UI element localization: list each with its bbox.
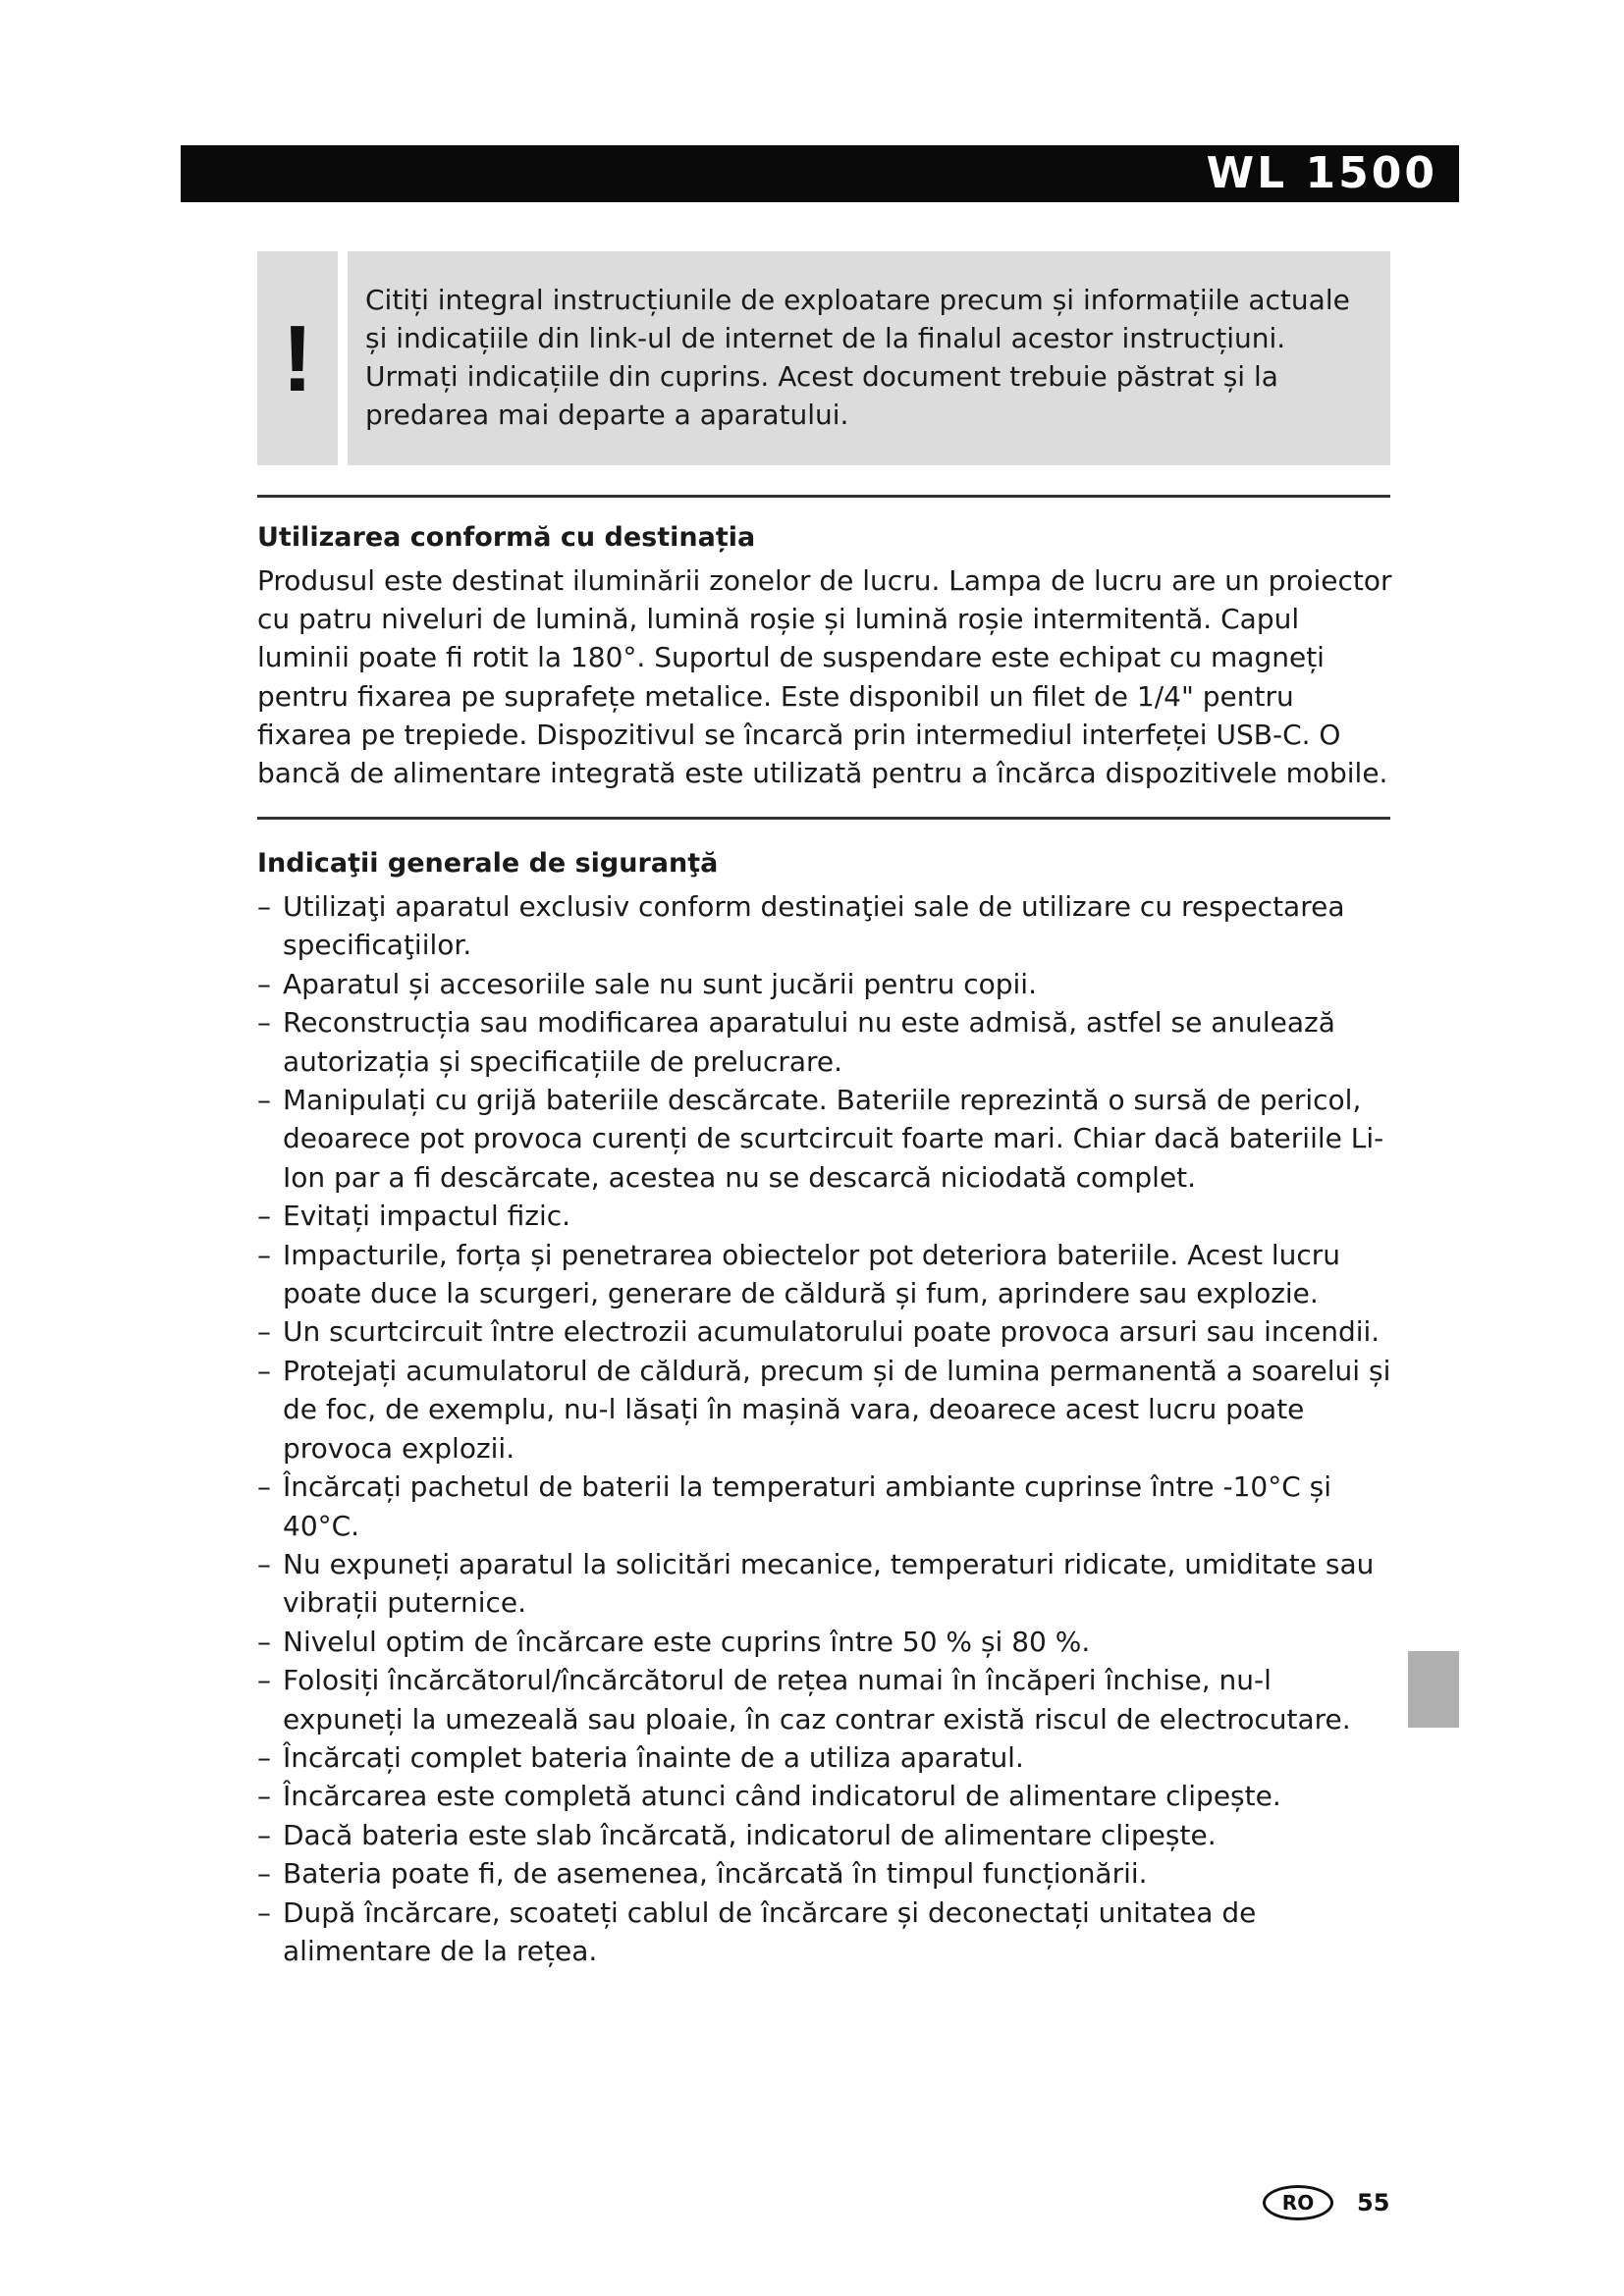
notice-text: Citiți integral instrucțiunile de exploatare precum și informațiile actuale și indicațiile din link-ul de internet de la finalul acestor instrucțiuni. Urmați indicațiile din cuprins. Acest document trebuie păstrat și la predarea mai departe a aparatului.: [365, 284, 1350, 431]
list-item-text: Un scurtcircuit între electrozii acumulatorului poate provoca arsuri sau incendii.: [283, 1315, 1380, 1349]
list-item: [257, 1468, 1396, 1545]
bullet-dash: –: [257, 1200, 271, 1233]
language-badge: RO: [1263, 2185, 1333, 2220]
bullet-dash: –: [257, 1896, 271, 1929]
bullet-dash: –: [257, 1664, 271, 1697]
bullet-dash: –: [257, 1238, 271, 1271]
list-item: [257, 1197, 1396, 1235]
divider: [257, 817, 1390, 820]
page-number: 55: [1357, 2189, 1390, 2216]
list-item: [257, 1352, 1396, 1468]
header-bar: [181, 145, 1459, 202]
list-item: [257, 1816, 1396, 1854]
list-item: [257, 1081, 1396, 1197]
list-item-text: Dacă bateria este slab încărcată, indicatorul de alimentare clipește.: [283, 1818, 1217, 1851]
list-item-text: Aparatul și accesoriile sale nu sunt jucării pentru copii.: [283, 967, 1037, 1000]
bullet-dash: –: [257, 1084, 271, 1117]
list-item: [257, 1623, 1396, 1661]
list-item-text: Încărcați complet bateria înainte de a utiliza aparatul.: [283, 1740, 1024, 1774]
divider: [257, 495, 1390, 498]
bullet-dash: –: [257, 1470, 271, 1504]
safety-section: [257, 844, 1396, 1970]
list-item-text: Nu expuneți aparatul la solicitări mecanice, temperaturi ridicate, umiditate sau vibrații puternice.: [283, 1547, 1375, 1620]
safety-list: [257, 887, 1396, 1970]
bullet-dash: –: [257, 1780, 271, 1813]
list-item-text: Reconstrucția sau modificarea aparatului nu este admisă, astfel se anulează autorizația și specificațiile de prelucrare.: [283, 1006, 1335, 1078]
bullet-dash: –: [257, 1818, 271, 1851]
intended-use-body: Produsul este destinat iluminării zonelor de lucru. Lampa de lucru are un proiector cu patru niveluri de lumină, lumină roșie și lumină roșie intermitentă. Capul luminii poate fi rotit la 180°. Suportul de suspendare este echipat cu magneți pentru fixarea pe suprafețe metalice. Este disponibil un filet de 1/4" pentru fixarea pe trepiede. Dispozitivul se încarcă prin intermediul interfeței USB-C. O bancă de alimentare integrată este utilizată pentru a încărca dispozitivele mobile.: [257, 564, 1392, 790]
list-item: [257, 1894, 1396, 1971]
bullet-dash: –: [257, 1740, 271, 1774]
bullet-dash: –: [257, 1315, 271, 1349]
bullet-dash: –: [257, 1857, 271, 1891]
list-item-text: Impacturile, forța și penetrarea obiectelor pot deteriora bateriile. Acest lucru poate duce la scurgeri, generare de căldură și fum, aprindere sau explozie.: [283, 1238, 1341, 1310]
notice-box: [348, 251, 1390, 465]
list-item-text: Folosiți încărcătorul/încărcătorul de rețea numai în încăperi închise, nu-l expuneți la umezeală sau ploaie, în caz contrar există riscul de electrocutare.: [283, 1664, 1351, 1735]
list-item: [257, 965, 1396, 1003]
list-item: [257, 1545, 1396, 1623]
exclamation-icon: !: [282, 306, 313, 411]
list-item-text: Manipulați cu grijă bateriile descărcate. Bateriile reprezintă o sursă de pericol, deoarece pot provoca curenți de scurtcircuit foarte mari. Chiar dacă bateriile Li-Ion par a fi descărcate, acestea nu se descarcă niciodată complet.: [283, 1084, 1384, 1194]
list-item: [257, 1854, 1396, 1893]
intended-use-section: [257, 518, 1396, 792]
section-tab-marker: [1408, 1651, 1459, 1728]
bullet-dash: –: [257, 1625, 271, 1658]
safety-heading: Indicaţii generale de siguranţă: [257, 848, 719, 879]
list-item-text: Protejați acumulatorul de căldură, precum și de lumina permanentă a soarelui și de foc, de exemplu, nu-l lăsați în mașină vara, deoarece acest lucru poate provoca explozii.: [283, 1354, 1391, 1465]
intended-use-heading: Utilizarea conformă cu destinația: [257, 522, 756, 553]
bullet-dash: –: [257, 1547, 271, 1580]
list-item: [257, 1003, 1396, 1081]
list-item: [257, 1777, 1396, 1815]
model-title: WL 1500: [1206, 148, 1437, 198]
bullet-dash: –: [257, 890, 271, 923]
list-item-text: Încărcarea este completă atunci când indicatorul de alimentare clipește.: [283, 1780, 1281, 1813]
bullet-dash: –: [257, 1354, 271, 1387]
list-item: [257, 887, 1396, 965]
list-item: [257, 1236, 1396, 1313]
list-item: [257, 1661, 1396, 1738]
list-item-text: Bateria poate fi, de asemenea, încărcată în timpul funcționării.: [283, 1857, 1148, 1891]
list-item-text: După încărcare, scoateți cablul de încărcare și deconectați unitatea de alimentare de la rețea.: [283, 1896, 1257, 1967]
warning-icon-box: [257, 251, 338, 465]
list-item-text: Încărcați pachetul de baterii la temperaturi ambiante cuprinse între -10°C și 40°C.: [283, 1470, 1332, 1542]
footer: [1263, 2185, 1390, 2220]
bullet-dash: –: [257, 1006, 271, 1040]
list-item-text: Evitați impactul fizic.: [283, 1200, 571, 1233]
list-item: [257, 1312, 1396, 1351]
bullet-dash: –: [257, 967, 271, 1000]
list-item-text: Nivelul optim de încărcare este cuprins între 50 % și 80 %.: [283, 1625, 1091, 1658]
list-item: [257, 1738, 1396, 1777]
list-item-text: Utilizaţi aparatul exclusiv conform destinaţiei sale de utilizare cu respectarea specificaţiilor.: [283, 890, 1345, 962]
